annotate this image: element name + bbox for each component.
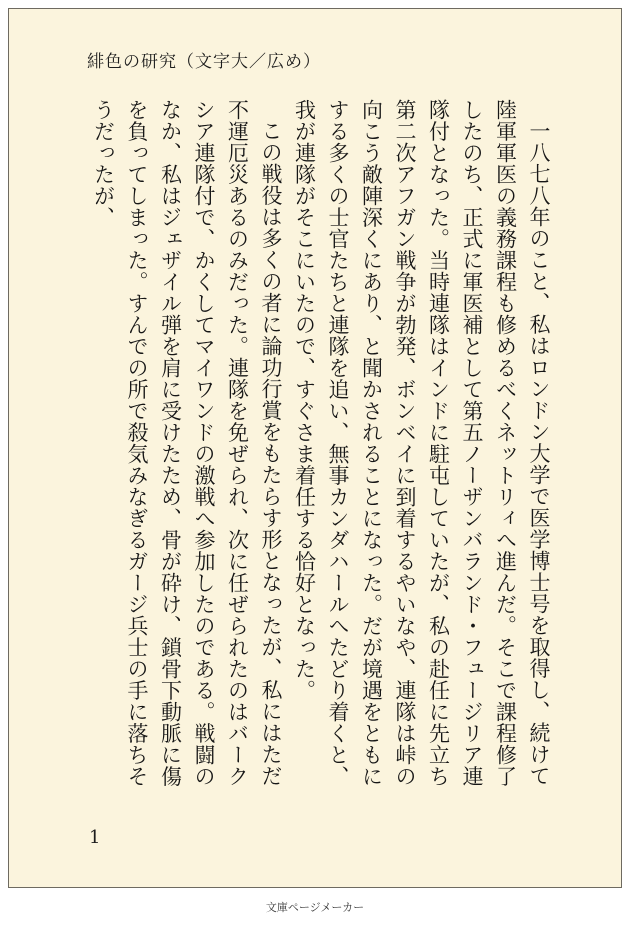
body-paragraph: 一八七八年のこと、私はロンドン大学で医学博士号を取得し、続けて陸軍軍医の義務課程も修めるべくネットリィへ進んだ。そこで課程修了したのち、正式に軍医補として第五ノーザンバランド・フュージリア連隊付となった。当時連隊はインドに駐屯していたが、私の赴任に先立ち第二次アフガン戦争が勃発、ボンベイに到着するやいなや、連隊は峠の向こう敵陣深くにあり、と聞かされることになった。だが境遇をともにする多くの士官たちと連隊を追い、無事カンダハールへたどり着くと、我が連隊がそこにいたので、すぐさま着任する恰好となった。 <box>292 99 551 787</box>
footer-caption: 文庫ページメーカー <box>265 901 365 914</box>
page-title: 緋色の研究（文字大／広め） <box>87 52 321 72</box>
vertical-body-text <box>86 99 555 799</box>
page-number: 1 <box>89 827 101 848</box>
book-page <box>8 8 622 888</box>
body-paragraph: この戦役は多くの者に論功行賞をもたらす形となったが、私にはただ不運厄災あるのみだった。連隊を免ぜられ、次に任ぜられたのはバークシア連隊付で、かくしてマイワンドの激戦へ参加したのである。戦闘のなか、私はジェザイル弾を肩に受けたため、骨が砕け、鎖骨下動脈に傷を負ってしまった。すんでの所で殺気みなぎるガージ兵士の手に落ちそうだったが、 <box>91 99 283 787</box>
